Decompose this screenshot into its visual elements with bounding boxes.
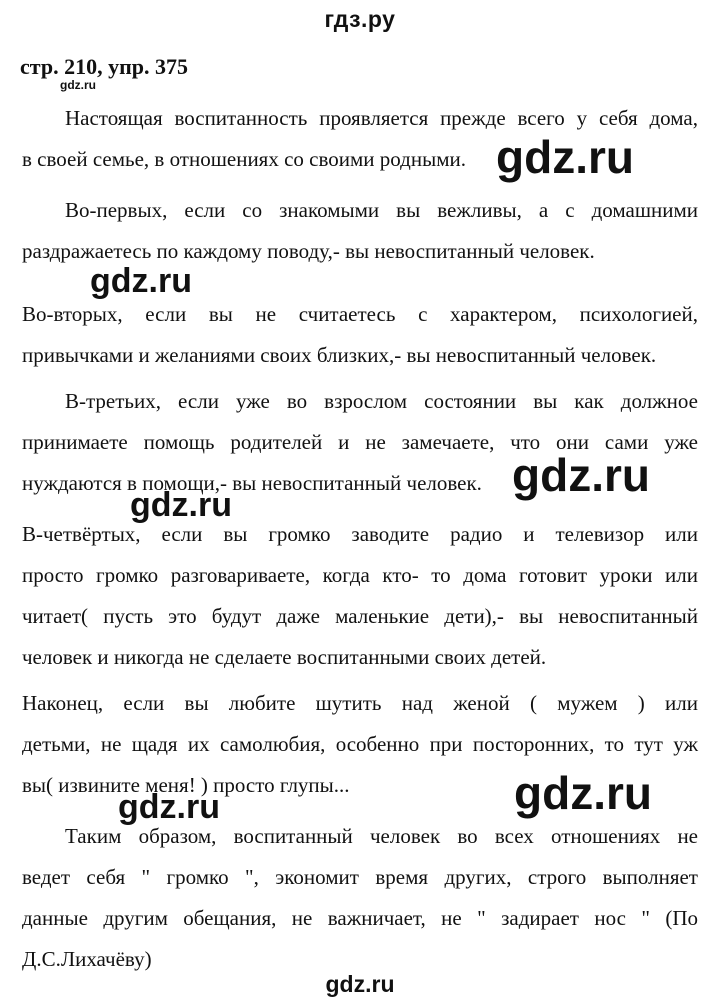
paragraph-5 [22,514,698,678]
text-line: Во-вторых, если вы не считаетесь с характером, психологией, [22,302,698,326]
site-footer: gdz.ru [325,971,395,997]
paragraph-3 [22,294,698,376]
text-line: Д.С.Лихачёву) [22,947,152,971]
site-header: гдз.ру [324,6,396,32]
paragraph-2 [22,190,698,272]
text-line: в своей семье, в отношениях со своими родными. [22,147,466,171]
text-line: нуждаются в помощи,- вы невоспитанный человек. [22,471,482,495]
text-line: читает( пусть это будут даже маленькие дети),- вы невоспитанный [22,604,698,628]
exercise-reference: стр. 210, упр. 375 [20,54,188,79]
text-line: Таким образом, воспитанный человек во всех отношениях не [65,824,698,848]
text-line: человек и никогда не сделаете воспитанными своих детей. [22,645,547,669]
text-line: вы( извините меня! ) просто глупы... [22,773,350,797]
watermark: gdz.ru [130,486,232,524]
watermark: gdz.ru [496,131,634,183]
text-line: принимаете помощь родителей и не замечаете, что они сами уже [22,430,698,454]
watermark: gdz.ru [512,449,650,501]
watermark: gdz.ru [118,788,220,826]
text-line: Во-первых, если со знакомыми вы вежливы, а с домашними [65,198,698,222]
text-line: В-четвёртых, если вы громко заводите радио и телевизор или [22,522,698,546]
text-line: Настоящая воспитанность проявляется прежде всего у себя дома, [65,106,698,130]
watermark: gdz.ru [90,262,192,300]
text-line: данные другим обещания, не важничает, не " задирает нос " (По [22,906,698,930]
text-line: детьми, не щадя их самолюбия, особенно при посторонних, то тут уж [22,732,698,756]
text-line: Наконец, если вы любите шутить над женой ( мужем ) или [22,691,698,715]
text-line: В-третьих, если уже во взрослом состоянии вы как должное [65,389,698,413]
text-line: привычками и желаниями своих близких,- вы невоспитанный человек. [22,343,657,367]
text-line: раздражаетесь по каждому поводу,- вы невоспитанный человек. [22,239,595,263]
paragraph-7 [22,816,698,980]
watermark: gdz.ru [514,767,652,819]
text-line: ведет себя " громко ", экономит время других, строго выполняет [22,865,698,889]
text-line: просто громко разговариваете, когда кто- то дома готовит уроки или [22,563,698,587]
watermark-small: gdz.ru [60,78,96,92]
